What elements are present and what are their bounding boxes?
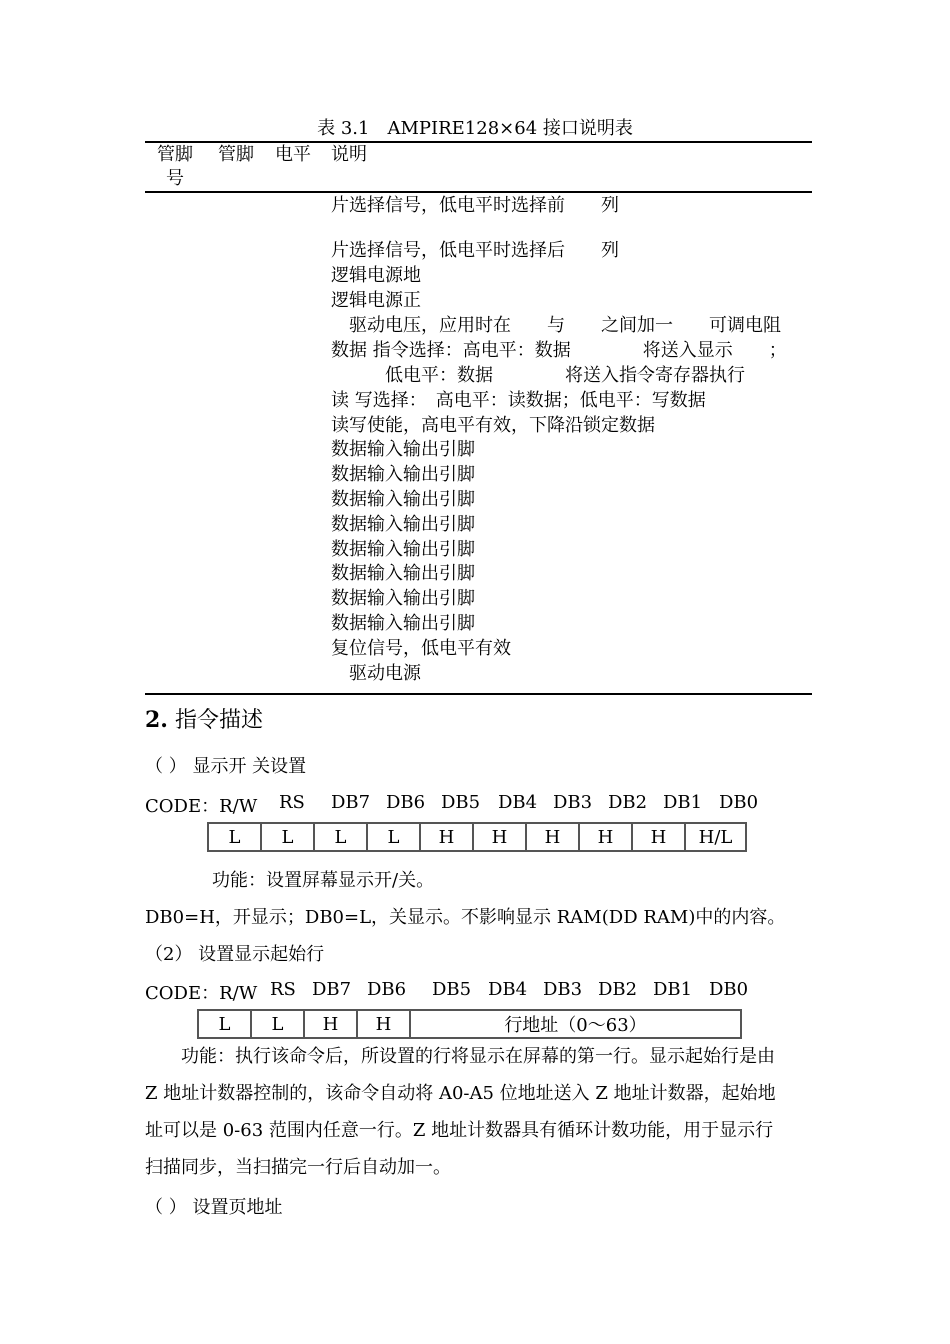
cmd2-code-label: DB0 <box>709 979 749 1000</box>
header-pin-number-line1: 管脚 <box>157 144 193 165</box>
table-row-desc: 数据输入输出引脚 <box>331 588 475 609</box>
cmd1-bit-cell: H <box>526 823 579 851</box>
table-row-desc: 数据输入输出引脚 <box>331 464 475 485</box>
cmd1-code-label: DB0 <box>719 792 759 813</box>
cmd1-bit-cell: H <box>473 823 526 851</box>
cmd2-code-label: DB5 <box>432 979 472 1000</box>
table-row-desc: 逻辑电源地 <box>331 265 421 286</box>
table-row-desc: 逻辑电源正 <box>331 290 421 311</box>
table-row-desc: 数据输入输出引脚 <box>331 563 475 584</box>
table-bottom-rule <box>145 693 812 695</box>
cmd2-function-line: 扫描同步，当扫描完一行后自动加一。 <box>145 1157 451 1178</box>
table-row-desc: 数据输入输出引脚 <box>331 514 475 535</box>
table-row-desc: 驱动电源 <box>331 663 421 684</box>
cmd2-row-address-cell: 行地址（0～63） <box>410 1010 741 1038</box>
cmd1-function: 功能：设置屏幕显示开/关。 <box>212 870 435 891</box>
cmd3-title: （ ） 设置页地址 <box>145 1197 283 1218</box>
cmd1-bit-table <box>207 822 747 852</box>
cmd1-bit-cell: L <box>208 823 261 851</box>
header-pin-number-line2: 号 <box>166 168 184 189</box>
cmd1-title: （ ） 显示开 关设置 <box>145 756 307 777</box>
table-row-desc: 数据输入输出引脚 <box>331 489 475 510</box>
cmd1-note: DB0=H，开显示；DB0=L，关显示。不影响显示 RAM(DD RAM)中的内容。 <box>145 907 786 928</box>
cmd2-title: （2） 设置显示起始行 <box>145 944 325 965</box>
cmd2-bit-cell: L <box>251 1010 304 1038</box>
cmd2-bit-cell: H <box>357 1010 410 1038</box>
table-row-desc: 片选择信号，低电平时选择后 列 <box>331 240 619 261</box>
table-row-desc: 驱动电压，应用时在 与 之间加一 可调电阻 <box>331 315 781 336</box>
header-level: 电平 <box>275 144 311 165</box>
cmd2-code-label: DB6 <box>367 979 407 1000</box>
header-pin-number <box>157 143 193 191</box>
table-row-desc: 片选择信号，低电平时选择前 列 <box>331 195 619 216</box>
cmd2-code-labels <box>0 979 950 1003</box>
table-row-desc: 低电平：数据 将送入指令寄存器执行 <box>331 365 745 386</box>
cmd1-bit-cell: H <box>420 823 473 851</box>
cmd1-code-label: CODE：R/W <box>145 796 258 817</box>
cmd1-bit-cell: H <box>579 823 632 851</box>
cmd1-code-label: DB5 <box>441 792 481 813</box>
section-heading <box>145 703 263 734</box>
table-row-desc: 读 写选择： 高电平：读数据；低电平：写数据 <box>331 390 706 411</box>
table-row-desc: 数据输入输出引脚 <box>331 439 475 460</box>
cmd1-code-label: DB2 <box>608 792 648 813</box>
cmd1-code-label: DB1 <box>663 792 703 813</box>
cmd2-bit-table <box>197 1009 742 1039</box>
header-description: 说明 <box>331 144 367 165</box>
section-heading-number: 2. <box>145 707 168 733</box>
cmd1-bit-cell: H <box>632 823 685 851</box>
cmd2-function-text <box>145 1038 815 1186</box>
cmd2-function-line: 功能：执行该命令后，所设置的行将显示在屏幕的第一行。显示起始行是由 <box>145 1046 775 1067</box>
cmd1-bit-cell: L <box>367 823 420 851</box>
cmd2-code-label: CODE：R/W <box>145 983 258 1004</box>
table-row-desc: 数据输入输出引脚 <box>331 613 475 634</box>
cmd1-code-label: RS <box>279 792 305 813</box>
cmd2-code-label: DB1 <box>653 979 693 1000</box>
header-pin: 管脚 <box>218 144 254 165</box>
table-caption: 表 3.1 AMPIRE128×64 接口说明表 <box>317 118 633 139</box>
cmd2-code-label: DB2 <box>598 979 638 1000</box>
cmd2-code-label: DB3 <box>543 979 583 1000</box>
cmd1-code-label: DB3 <box>553 792 593 813</box>
cmd2-function-line: 址可以是 0-63 范围内任意一行。Z 地址计数器具有循环计数功能，用于显示行 <box>145 1120 774 1141</box>
cmd2-bit-cell: H <box>304 1010 357 1038</box>
cmd1-bit-cell: L <box>314 823 367 851</box>
cmd1-bit-cell: L <box>261 823 314 851</box>
cmd1-code-labels <box>0 792 950 816</box>
table-row-desc: 复位信号，低电平有效 <box>331 638 511 659</box>
cmd2-code-label: RS <box>270 979 296 1000</box>
cmd2-code-label: DB4 <box>488 979 528 1000</box>
table-row-desc: 数据 指令选择：高电平：数据 将送入显示 ； <box>331 340 787 361</box>
cmd1-code-label: DB4 <box>498 792 538 813</box>
cmd2-code-label: DB7 <box>312 979 352 1000</box>
cmd1-code-label: DB6 <box>386 792 426 813</box>
table-row-desc: 数据输入输出引脚 <box>331 539 475 560</box>
cmd1-code-label: DB7 <box>331 792 371 813</box>
cmd2-function-line: Z 地址计数器控制的，该命令自动将 A0-A5 位地址送入 Z 地址计数器，起始地 <box>145 1083 776 1104</box>
cmd2-bit-cell: L <box>198 1010 251 1038</box>
section-heading-text: 指令描述 <box>174 708 263 733</box>
table-row-desc: 读写使能，高电平有效，下降沿锁定数据 <box>331 415 655 436</box>
cmd1-bit-cell: H/L <box>685 823 746 851</box>
